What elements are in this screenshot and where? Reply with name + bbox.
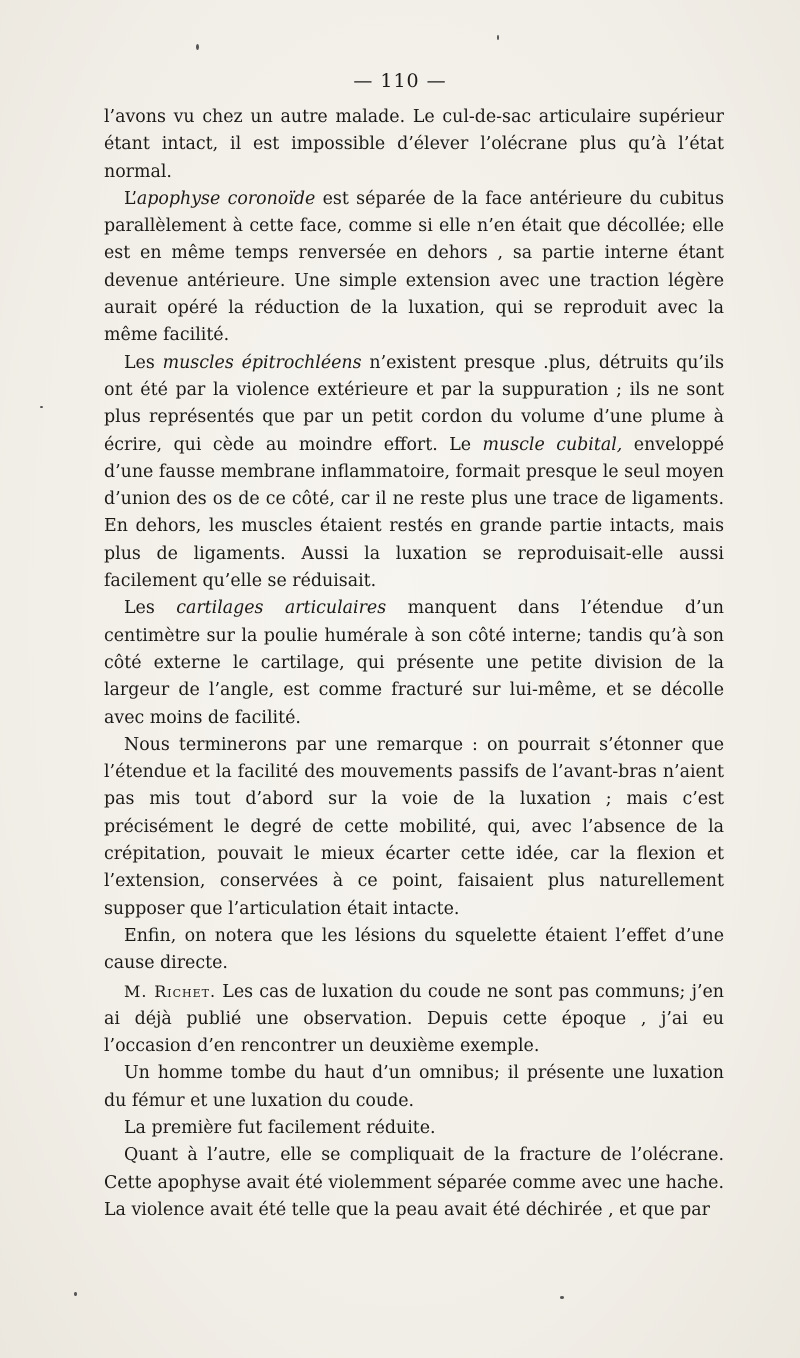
paragraph-p2 (104, 186, 724, 350)
paragraph-p8 (104, 1060, 724, 1115)
paragraph-p9 (104, 1115, 724, 1142)
scan-speck (74, 1292, 77, 1296)
paragraph-p6 (104, 923, 724, 978)
paragraph-p7 (104, 978, 724, 1061)
text-run: enveloppé d’une fausse membrane inflammatoire, formait presque le seul moyen d’union des os de ce côté, car il ne reste plus une trace de ligaments. En dehors, les muscles étaient restés en grande partie intacts, mais plus de ligaments. Aussi la luxation se reproduisait-elle aussi facilement qu’elle se réduisait. (104, 434, 725, 592)
paragraph-p5 (104, 732, 724, 923)
scan-speck (196, 44, 199, 50)
text-run: l’avons vu chez un autre malade. Le cul-de-sac articulaire supérieur étant intact, il est impossible d’élever l’olécrane plus qu’à l’état normal. (104, 107, 724, 182)
paragraph-p10 (104, 1142, 724, 1224)
scan-speck (560, 1296, 564, 1299)
text-run: Enfin, on notera que les lésions du squelette étaient l’effet d’une cause directe. (104, 925, 724, 974)
paragraph-p1 (104, 104, 724, 186)
paragraph-p4 (104, 595, 724, 731)
text-run: Les (124, 598, 177, 619)
text-run: La première fut facilement réduite. (124, 1117, 436, 1138)
text-run: Les (124, 352, 163, 373)
text-run: Les cas de luxation du coude ne sont pas communs; j’en ai déjà publié une observation. Depuis cette époque , j’ai eu l’occasion d’en rencontrer un deuxième exemple. (104, 981, 724, 1057)
text-run: L’ (124, 188, 137, 209)
speaker-name: M. Richet. (124, 981, 217, 1001)
italic-term: muscle cubital, (482, 434, 623, 455)
text-run: Nous terminerons par une remarque : on pourrait s’étonner que l’étendue et la facilité des mouvements passifs de l’avant-bras n’aient pas mis tout d’abord sur la voie de la luxation ; mais c’est précisément le degré de cette mobilité, qui, avec l’absence de la crépitation, pouvait le mieux écarter cette idée, car la flexion et l’extension, conservées à ce point, faisaient plus naturellement supposer que l’articulation était intacte. (104, 734, 724, 919)
text-run: Quant à l’autre, elle se compliquait de la fracture de l’olécrane. Cette apophyse avait été violemment séparée comme avec une hache. La violence avait été telle que la peau avait été déchirée , et que par (104, 1145, 724, 1220)
page-number: — 110 — (353, 70, 447, 92)
body-text (104, 104, 724, 1224)
italic-term: cartilages articulaires (176, 598, 387, 619)
paragraph-p3 (104, 350, 724, 596)
italic-term: apophyse coronoïde (136, 188, 316, 209)
text-run: manquent dans l’étendue d’un centimètre sur la poulie humérale à son côté interne; tandis qu’à son côté externe le cartilage, qui présente une petite division de la largeur de l’angle, est comme fracturé sur lui-même, et se décolle avec moins de facilité. (104, 598, 724, 728)
scan-speck (40, 406, 43, 408)
text-run: Un homme tombe du haut d’un omnibus; il présente une luxation du fémur et une luxation du coude. (104, 1063, 724, 1111)
text-run: n’existent presque .plus, détruits qu’ils ont été par la violence extérieure et par la suppuration ; ils ne sont plus représentés que par un petit cordon du volume d’une plume à écrire, qui cède au moindre effort. Le (104, 352, 724, 455)
scan-speck (497, 35, 499, 40)
text-run: est séparée de la face antérieure du cubitus parallèlement à cette face, comme si elle n’en était que décollée; elle est en même temps renversée en dehors , sa partie interne étant devenue antérieure. Une simple extension avec une traction légère aurait opéré la réduction de la luxation, qui se reproduit avec la même facilité. (104, 188, 724, 346)
italic-term: muscles épitrochléens (162, 352, 362, 373)
